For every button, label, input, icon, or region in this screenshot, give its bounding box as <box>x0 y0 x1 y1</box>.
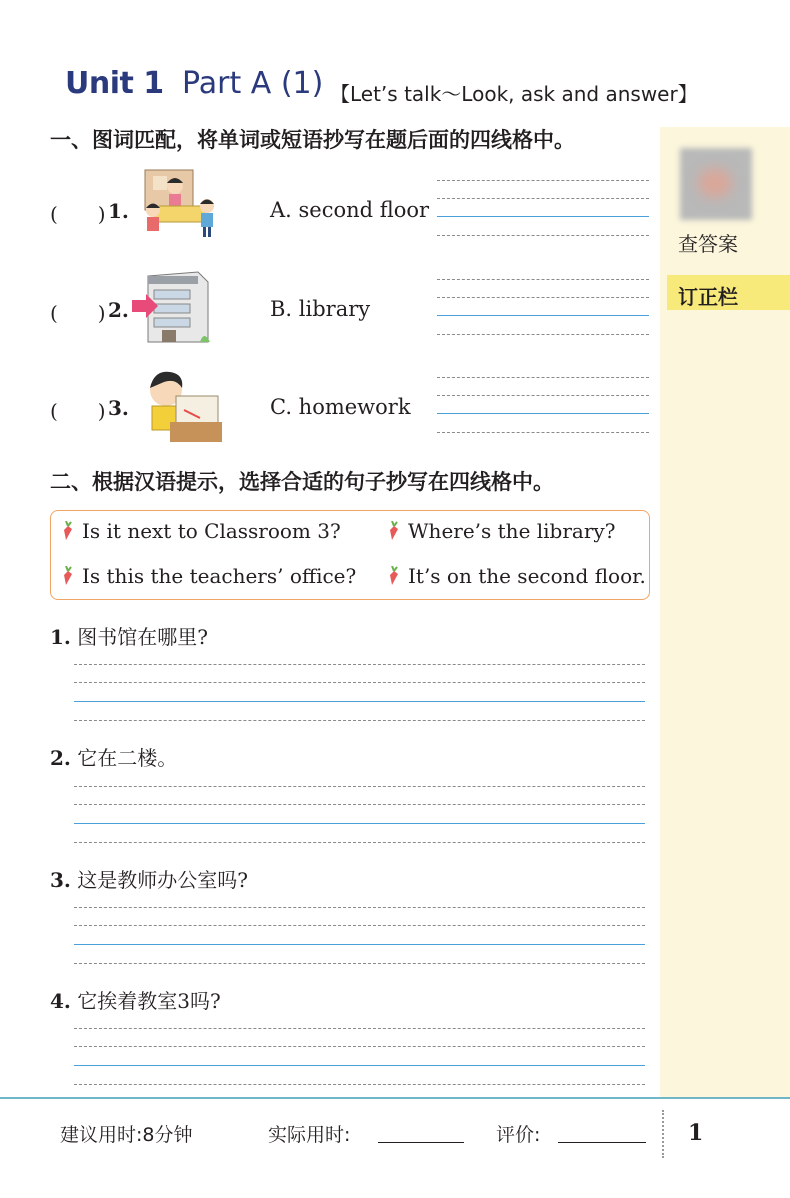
question-text-3: 这是教师办公室吗? <box>77 868 248 892</box>
sentence-option-text-1: Is it next to Classroom 3? <box>82 519 341 543</box>
item-number-1: 1. <box>108 199 129 223</box>
qr-code-logo <box>698 168 732 198</box>
word-option-b: B. library <box>270 297 371 321</box>
evaluation-label: 评价: <box>496 1124 541 1146</box>
sentence-option-2 <box>388 519 615 543</box>
lesson-subtitle: 【Let’s talk～Look, ask and answer】 <box>330 82 698 106</box>
sentence-option-4 <box>388 564 646 588</box>
part-label: Part A (1) <box>182 66 324 101</box>
sentence-grid-2[interactable] <box>74 786 645 842</box>
question-2 <box>50 742 177 771</box>
page-number: 1 <box>688 1120 704 1146</box>
correction-column <box>660 127 790 1097</box>
carrot-icon <box>62 521 74 541</box>
answer-paren-3[interactable]: ( ) <box>50 399 106 423</box>
sentence-grid-4[interactable] <box>74 1028 645 1084</box>
sentence-grid-3[interactable] <box>74 907 645 963</box>
question-number-4: 4. <box>50 989 71 1013</box>
sentence-option-text-4: It’s on the second floor. <box>408 564 646 588</box>
answer-paren-1[interactable]: ( ) <box>50 202 106 226</box>
question-number-2: 2. <box>50 746 71 770</box>
item-number-2: 2. <box>108 298 129 322</box>
section2-title: 二、根据汉语提示，选择合适的句子抄写在四线格中。 <box>50 470 554 494</box>
question-4 <box>50 985 221 1014</box>
question-3 <box>50 864 248 893</box>
writing-grid-1[interactable] <box>437 180 649 236</box>
question-1 <box>50 621 208 650</box>
question-number-1: 1. <box>50 625 71 649</box>
unit-label: Unit 1 <box>65 66 164 101</box>
footer-separator <box>662 1110 664 1158</box>
actual-time-blank[interactable] <box>378 1120 464 1143</box>
sentence-option-1 <box>62 519 341 543</box>
word-option-a: A. second floor <box>270 198 430 222</box>
footer-divider <box>0 1097 790 1099</box>
answer-paren-2[interactable]: ( ) <box>50 301 106 325</box>
homework-illustration <box>140 366 222 444</box>
sentence-option-text-3: Is this the teachers’ office? <box>82 564 357 588</box>
writing-grid-3[interactable] <box>437 377 649 433</box>
carrot-icon <box>388 566 400 586</box>
suggested-time: 建议用时:8分钟 <box>60 1124 193 1146</box>
carrot-icon <box>62 566 74 586</box>
teachers-office-illustration <box>135 168 225 244</box>
item-number-3: 3. <box>108 396 129 420</box>
sentence-option-3 <box>62 564 356 588</box>
section1-title: 一、图词匹配，将单词或短语抄写在题后面的四线格中。 <box>50 128 575 152</box>
question-text-1: 图书馆在哪里? <box>77 625 208 649</box>
writing-grid-2[interactable] <box>437 279 649 335</box>
correction-label: 订正栏 <box>678 285 738 309</box>
question-number-3: 3. <box>50 868 71 892</box>
evaluation-blank[interactable] <box>558 1120 646 1143</box>
building-floor-illustration <box>130 270 215 345</box>
question-text-2: 它在二楼。 <box>77 746 178 770</box>
check-answer-label: 查答案 <box>678 232 738 256</box>
word-option-c: C. homework <box>270 395 411 419</box>
sentence-option-text-2: Where’s the library? <box>408 519 616 543</box>
carrot-icon <box>388 521 400 541</box>
actual-time-label: 实际用时: <box>268 1124 351 1146</box>
question-text-4: 它挨着教室3吗? <box>77 989 221 1013</box>
sentence-grid-1[interactable] <box>74 664 645 720</box>
